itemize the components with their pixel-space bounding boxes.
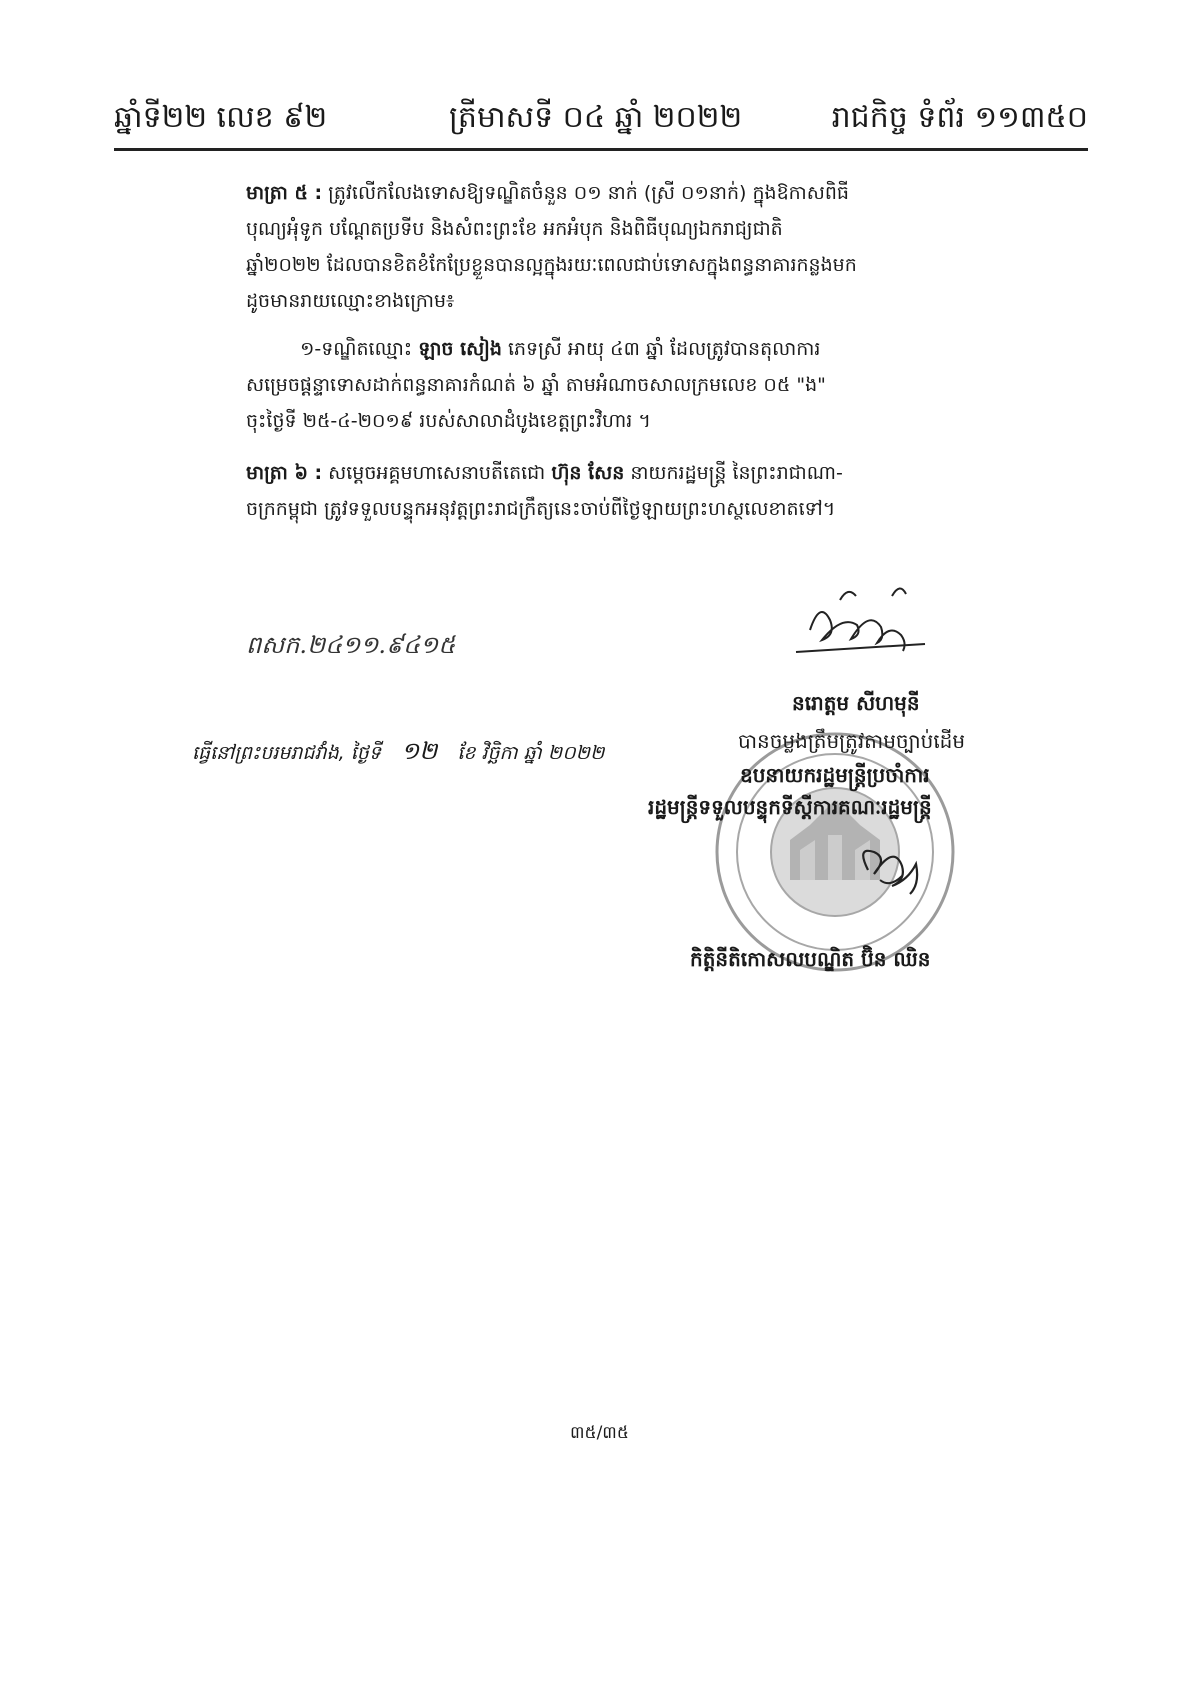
certify-line1: បានចម្លងត្រឹមត្រូវតាមច្បាប់ដើម xyxy=(738,729,966,753)
article6-line2: ចក្រកម្ពុជា ត្រូវទទួលបន្ទុកអនុវត្តព្រះរាជក្រឹត្យនេះចាប់ពីថ្ងៃឡាយព្រះហស្ថលេខាតទៅ។ xyxy=(246,498,836,520)
article5-text1: ត្រូវលើកលែងទោសឱ្យទណ្ឌិតចំនួន ០១ នាក់ (ស្រី ០១នាក់) ក្នុងឱកាសពិធី xyxy=(328,182,849,204)
article6-pre: សម្តេចអគ្គមហាសេនាបតីតេជោ xyxy=(328,462,546,484)
item1-prefix: ១-ទណ្ឌិតឈ្មោះ xyxy=(300,338,413,360)
article6-post: នាយករដ្ឋមន្ត្រី នៃព្រះរាជាណា- xyxy=(630,462,843,484)
certify-line2: ឧបនាយករដ្ឋមន្ត្រីប្រចាំការ xyxy=(740,763,930,787)
date-day: ១២ xyxy=(400,737,438,765)
handwritten-reference: ពសក.២៤១១.៩៤១៥ xyxy=(246,631,456,659)
item1-convict-name: ឡាច សៀង xyxy=(418,338,502,360)
article5-label: មាត្រា ៥ : xyxy=(246,182,323,204)
header-page-ref: រាជកិច្ច ទំព័រ ១១៣៥០ xyxy=(831,100,1088,135)
header-year-issue: ឆ្នាំទី២២ លេខ ៩២ xyxy=(114,100,328,135)
item1-line3: ចុះថ្ងៃទី ២៥-៤-២០១៩ របស់សាលាដំបូងខេត្តព្រះវិហារ ។ xyxy=(246,410,651,432)
header-quarter: ត្រីមាសទី ០៤ ឆ្នាំ ២០២២ xyxy=(449,100,743,135)
deputy-pm-name: កិត្តិនីតិកោសលបណ្ឌិត ប៊ិន ឈិន xyxy=(690,947,931,971)
date-month-year: ខែ វិច្ឆិកា ឆ្នាំ ២០២២ xyxy=(457,742,605,764)
king-signature xyxy=(796,588,925,652)
article5-line3: ឆ្នាំ២០២២ ដែលបានខិតខំកែប្រែខ្លួនបានល្អក្នុងរយៈពេលជាប់ទោសក្នុងពន្ធនាគារកន្លងមក xyxy=(246,254,857,276)
king-name: នរោត្តម សីហមុនី xyxy=(792,691,920,715)
item1-line2: សម្រេចផ្តន្ទាទោសដាក់ពន្ធនាគារកំណត់ ៦ ឆ្នាំ តាមអំណាចសាលក្រមលេខ ០៥ "ង" xyxy=(246,374,826,396)
date-place: ធ្វើនៅព្រះបរមរាជវាំង, ថ្ងៃទី xyxy=(192,742,381,764)
article6-pm-name: ហ៊ុន សែន xyxy=(551,462,625,484)
article5-line4: ដូចមានរាយឈ្មោះខាងក្រោម៖ xyxy=(246,290,455,312)
item1-rest: ភេទស្រី អាយុ ៤៣ ឆ្នាំ ដែលត្រូវបានតុលាការ xyxy=(507,338,821,360)
article6-label: មាត្រា ៦ : xyxy=(246,462,323,484)
page-number: ៣៥/៣៥ xyxy=(570,1423,629,1443)
article5-line2: បុណ្យអុំទូក បណ្ដែតប្រទីប និងសំពះព្រះខែ អកអំបុក និងពិធីបុណ្យឯករាជ្យជាតិ xyxy=(246,218,783,240)
certify-line3: រដ្ឋមន្ត្រីទទួលបន្ទុកទីស្ដីការគណៈរដ្ឋមន្ត្រី xyxy=(648,795,932,819)
